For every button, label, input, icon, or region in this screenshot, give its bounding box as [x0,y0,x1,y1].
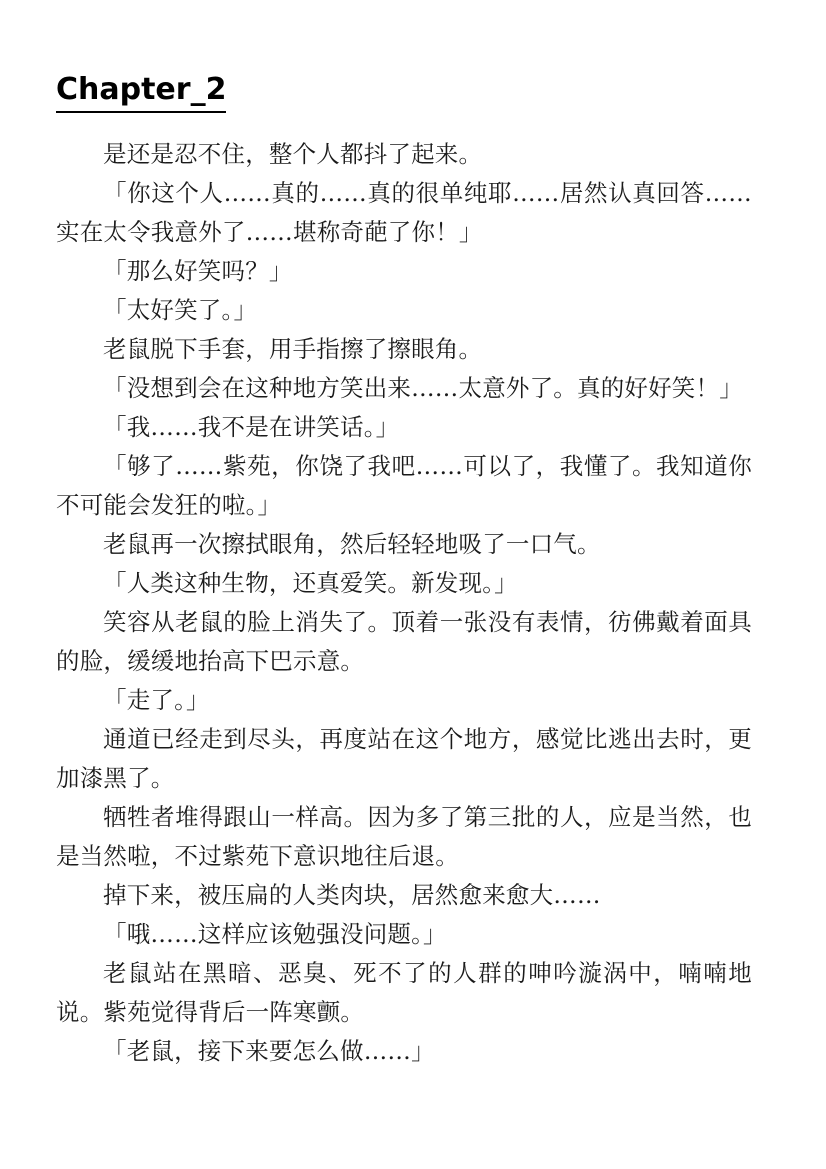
paragraph: 「走了。」 [103,686,210,714]
paragraph: 「你这个人……真的……真的很单纯耶……居然认真回答……实在太令我意外了……堪称奇葩了你！」 [56,179,752,246]
paragraph: 「哦……这样应该勉强没问题。」 [103,920,447,948]
paragraph: 「太好笑了。」 [103,296,258,324]
paragraph: 通道已经走到尽头，再度站在这个地方，感觉比逃出去时，更加漆黑了。 [56,725,752,792]
body-text [56,135,752,1071]
document-page [56,70,752,1071]
paragraph: 「我……我不是在讲笑话。」 [103,413,400,441]
paragraph: 「够了……紫苑，你饶了我吧……可以了，我懂了。我知道你不可能会发狂的啦。」 [56,452,752,519]
paragraph: 老鼠再一次擦拭眼角，然后轻轻地吸了一口气。 [103,530,601,558]
chapter-title: Chapter_2 [56,70,226,113]
paragraph: 是还是忍不住，整个人都抖了起来。 [103,140,483,168]
paragraph: 「人类这种生物，还真爱笑。新发现。」 [103,569,518,597]
paragraph: 老鼠脱下手套，用手指擦了擦眼角。 [103,335,483,363]
paragraph: 牺牲者堆得跟山一样高。因为多了第三批的人，应是当然，也是当然啦，不过紫苑下意识地往后退。 [56,803,752,870]
paragraph: 「老鼠，接下来要怎么做……」 [103,1037,435,1065]
paragraph: 掉下来，被压扁的人类肉块，居然愈来愈大…… [103,881,601,909]
paragraph: 「没想到会在这种地方笑出来……太意外了。真的好好笑！」 [103,374,743,402]
paragraph: 老鼠站在黑暗、恶臭、死不了的人群的呻吟漩涡中，喃喃地说。紫苑觉得背后一阵寒颤。 [56,959,752,1026]
paragraph: 笑容从老鼠的脸上消失了。顶着一张没有表情，彷佛戴着面具的脸，缓缓地抬高下巴示意。 [56,608,752,675]
paragraph: 「那么好笑吗？」 [103,257,293,285]
